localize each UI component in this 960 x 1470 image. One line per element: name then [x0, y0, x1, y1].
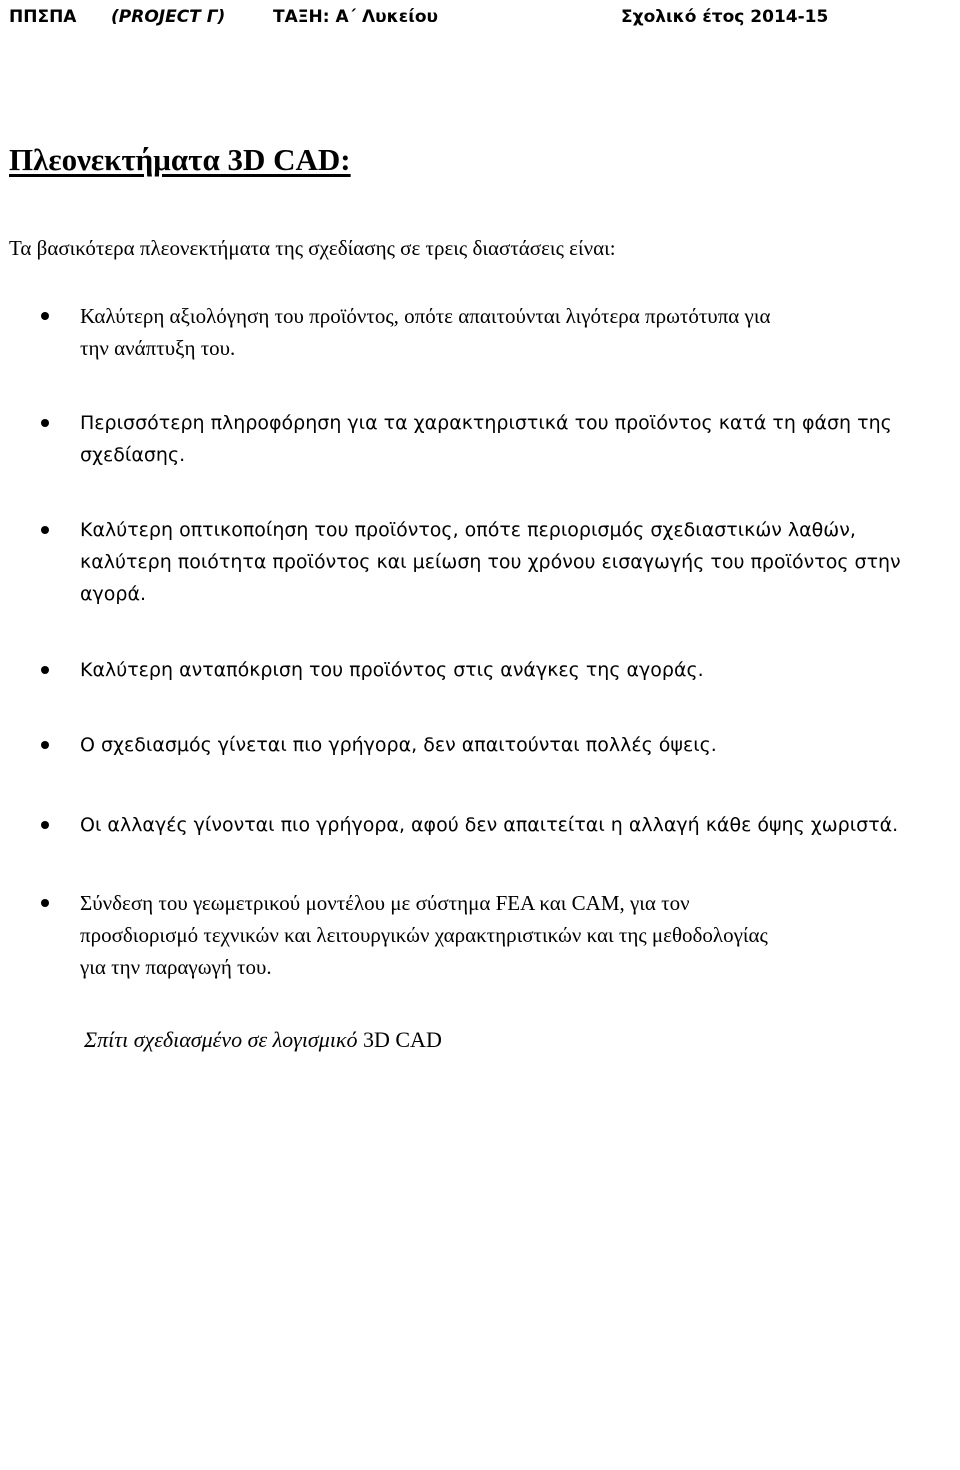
- list-item-text: [80, 300, 955, 364]
- list-item-line: σχεδίασης.: [80, 444, 186, 466]
- list-item-line: αγορά.: [80, 583, 147, 605]
- list-item-text: [80, 407, 955, 471]
- caption-italic-text: Σπίτι σχεδιασμένο σε λογισμικό: [84, 1027, 358, 1052]
- list-item-text: [80, 654, 955, 686]
- header-school: ΠΠΣΠΑ: [9, 7, 77, 27]
- bullet-dot: [41, 312, 49, 320]
- page-title: Πλεονεκτήματα 3D CAD:: [9, 142, 351, 177]
- list-item-line: καλύτερη ποιότητα προϊόντος και μείωση του χρόνου εισαγωγής του προϊόντος στην: [80, 551, 901, 573]
- bullet-dot: [41, 526, 49, 534]
- list-item-line: Σύνδεση του γεωμετρικού μοντέλου με σύστημα FEA και CAM, για τον: [80, 891, 690, 915]
- header-project: (PROJECT Γ): [111, 7, 226, 27]
- header-school-year: Σχολικό έτος 2014-15: [621, 7, 829, 27]
- bullet-dot: [41, 419, 49, 427]
- list-item-line: Περισσότερη πληροφόρηση για τα χαρακτηριστικά του προϊόντος κατά τη φάση της: [80, 412, 892, 434]
- list-item-line: Οι αλλαγές γίνονται πιο γρήγορα, αφού δεν απαιτείται η αλλαγή κάθε όψης χωριστά.: [80, 814, 899, 836]
- bullet-dot: [41, 741, 49, 749]
- list-item-line: Καλύτερη αξιολόγηση του προϊόντος, οπότε απαιτούνται λιγότερα πρωτότυπα για: [80, 304, 771, 328]
- image-caption: [84, 1024, 442, 1056]
- list-item-line: την ανάπτυξη του.: [80, 336, 236, 360]
- bullet-dot: [41, 899, 49, 907]
- list-item-text: [80, 887, 955, 983]
- list-item-line: Καλύτερη οπτικοποίηση του προϊόντος, οπότε περιορισμός σχεδιαστικών λαθών,: [80, 519, 856, 541]
- list-item-line: προσδιορισμό τεχνικών και λειτουργικών χαρακτηριστικών και της μεθοδολογίας: [80, 923, 768, 947]
- list-item-text: [80, 809, 955, 841]
- header-class: ΤΑΞΗ: Α΄ Λυκείου: [273, 7, 438, 27]
- list-item-line: Καλύτερη ανταπόκριση του προϊόντος στις ανάγκες της αγοράς.: [80, 659, 704, 681]
- intro-paragraph: Τα βασικότερα πλεονεκτήματα της σχεδίασης σε τρεις διαστάσεις είναι:: [9, 236, 616, 260]
- list-item-text: [80, 514, 955, 610]
- bullet-dot: [41, 666, 49, 674]
- caption-plain-text: 3D CAD: [357, 1027, 442, 1052]
- bullet-dot: [41, 821, 49, 829]
- list-item-line: για την παραγωγή του.: [80, 955, 272, 979]
- list-item-line: Ο σχεδιασμός γίνεται πιο γρήγορα, δεν απαιτούνται πολλές όψεις.: [80, 734, 717, 756]
- list-item-text: [80, 729, 955, 761]
- page-header: [9, 5, 949, 29]
